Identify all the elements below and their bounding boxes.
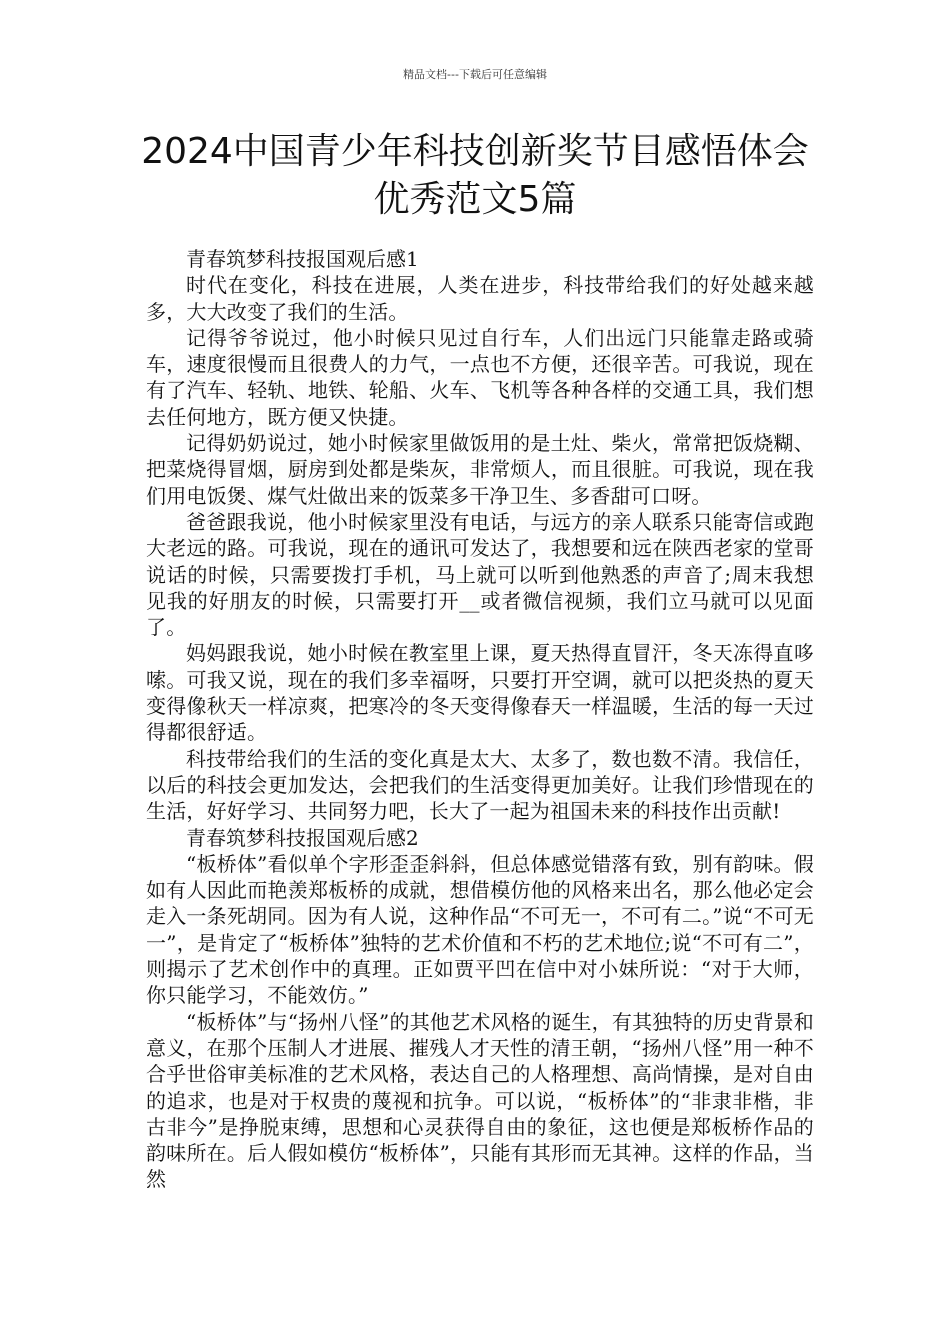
section-heading-2: 青春筑梦科技报国观后感2 (186, 825, 419, 850)
page-header-note: 精品文档---下载后可任意编辑 (403, 68, 547, 81)
document-body (146, 246, 814, 1193)
paragraph: 记得奶奶说过，她小时候家里做饭用的是土灶、柴火，常常把饭烧糊、把菜烧得冒烟，厨房到处都是柴灰，非常烦人，而且很脏。可我说，现在我们用电饭煲、煤气灶做出来的饭菜多干净卫生、多香甜可口呀。 (146, 431, 814, 508)
paragraph: 科技带给我们的生活的变化真是太大、太多了，数也数不清。我信任，以后的科技会更加发达，会把我们的生活变得更加美好。让我们珍惜现在的生活，好好学习、共同努力吧，长大了一起为祖国未来的科技作出贡献! (146, 746, 814, 824)
paragraph: 记得爷爷说过，他小时候只见过自行车，人们出远门只能靠走路或骑车，速度很慢而且很费人的力气，一点也不方便，还很辛苦。可我说，现在有了汽车、轻轨、地铁、轮船、火车、飞机等各种各样的交通工具，我们想去任何地方，既方便又快捷。 (146, 325, 814, 429)
paragraph: 时代在变化，科技在进展，人类在进步，科技带给我们的好处越来越多，大大改变了我们的生活。 (146, 273, 814, 324)
paragraph: “板桥体”看似单个字形歪歪斜斜，但总体感觉错落有致，别有韵味。假如有人因此而艳羡郑板桥的成就，想借模仿他的风格来出名，那么他必定会走入一条死胡同。因为有人说，这种作品“不可无一，不可有二。”说“不可无一”，是肯定了“板桥体”独特的艺术价值和不朽的艺术地位;说“不可有二”，则揭示了艺术创作中的真理。正如贾平凹在信中对小妹所说：“对于大师，你只能学习，不能效仿。” (146, 851, 814, 1008)
paragraph: 爸爸跟我说，他小时候家里没有电话，与远方的亲人联系只能寄信或跑大老远的路。可我说，现在的通讯可发达了，我想要和远在陕西老家的堂哥说话的时候，只需要拨打手机，马上就可以听到他熟悉的声音了;周末我想见我的好朋友的时候，只需要打开__或者微信视频，我们立马就可以见面了。 (146, 509, 814, 640)
section-heading-1: 青春筑梦科技报国观后感1 (186, 247, 419, 271)
paragraph: 妈妈跟我说，她小时候在教室里上课，夏天热得直冒汗，冬天冻得直哆嗦。可我又说，现在的我们多幸福呀，只要打开空调，就可以把炎热的夏天变得像秋天一样凉爽，把寒冷的冬天变得像春天一样温暖，生活的每一天过得都很舒适。 (146, 641, 814, 745)
document-title: 2024中国青少年科技创新奖节目感悟体会优秀范文5篇 (141, 131, 809, 220)
paragraph: “板桥体”与“扬州八怪”的其他艺术风格的诞生，有其独特的历史背景和意义，在那个压制人才进展、摧残人才天性的清王朝，“扬州八怪”用一种不合乎世俗审美标准的艺术风格，表达自己的人格理想、高尚情操，是对自由的追求，也是对于权贵的蔑视和抗争。可以说，“板桥体”的“非隶非楷，非古非今”是挣脱束缚，思想和心灵获得自由的象征，这也便是郑板桥作品的韵味所在。后人假如模仿“板桥体”，只能有其形而无其神。这样的作品，当然 (146, 1009, 814, 1192)
